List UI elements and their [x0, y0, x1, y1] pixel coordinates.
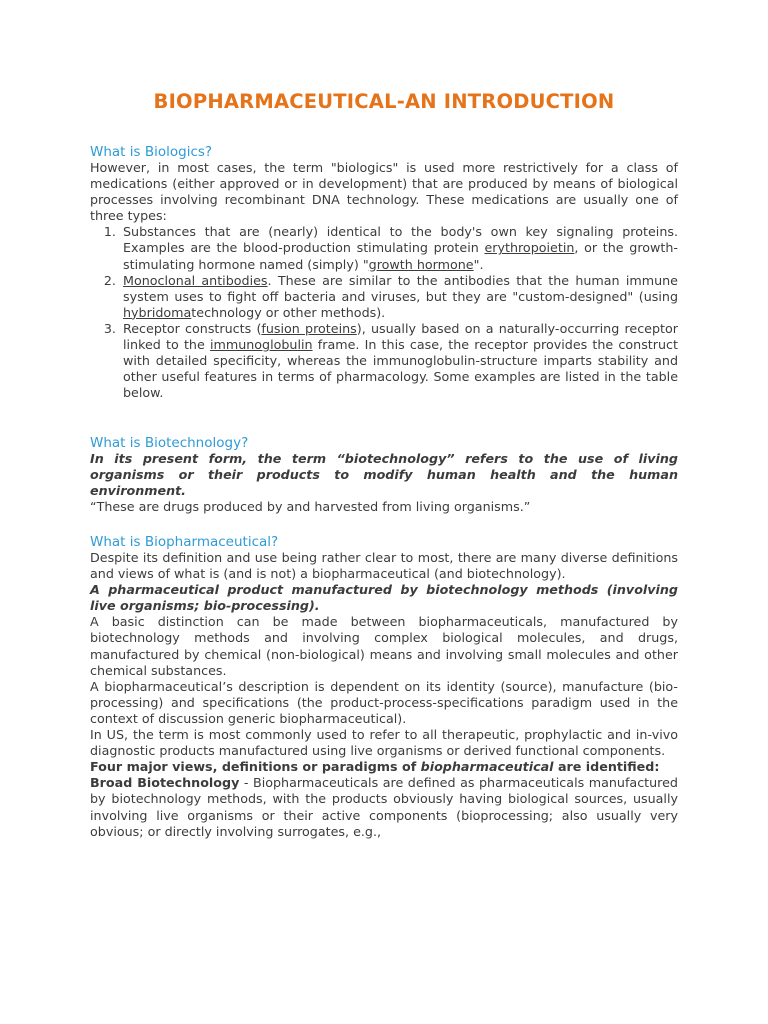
item1-text-c: ".	[473, 256, 484, 272]
biopharma-paragraph-4: A biopharmaceutical’s description is dependent on its identity (source), manufacture (bio-processing) and specifications (the product-process-specifications paradigm used in the context of discussion generic biopharmaceutical).	[90, 678, 678, 726]
link-growth-hormone[interactable]: growth hormone	[368, 256, 474, 272]
biotechnology-definition: In its present form, the term “biotechnology” refers to the use of living organisms or their products to modify human health and the human environment.	[90, 451, 678, 499]
link-fusion-proteins[interactable]: fusion proteins	[261, 320, 357, 336]
link-monoclonal-antibodies[interactable]: Monoclonal antibodies	[123, 272, 268, 288]
link-immunoglobulin[interactable]: immunoglobulin	[209, 337, 313, 353]
biopharma-definition: A pharmaceutical product manufactured by biotechnology methods (involving live organisms; bio-processing).	[90, 582, 678, 614]
item1-text-b: , or the growth-stimulating hormone named (simply) "	[123, 240, 678, 272]
item3-text-c: frame. In this case, the receptor provides the construct with detailed specificity, whereas the immunoglobulin-structure imparts stability and other useful features in terms of pharmacology. Some examples are listed in the table below.	[123, 337, 678, 401]
item1-text-a: Substances that are (nearly) identical to the body's own key signaling proteins. Examples are the blood-production stimulating protein	[123, 224, 678, 256]
p6-bold-a: Four major views, definitions or paradigms of	[90, 759, 421, 775]
item3-text-a: Receptor constructs (	[123, 320, 262, 336]
p7-bold: Broad Biotechnology	[90, 775, 240, 791]
section-biopharmaceutical	[90, 534, 678, 840]
list-item	[120, 273, 678, 321]
p6-italic: biopharmaceutical	[420, 759, 554, 775]
page-title: BIOPHARMACEUTICAL-AN INTRODUCTION	[153, 90, 615, 113]
p7-text: - Biopharmaceuticals are defined as pharmaceuticals manufactured by biotechnology methods, with the products obviously having biological sources, usually involving live organisms or their active components (bioprocessing; also usually very obvious; or directly involving surrogates, e.g.,	[90, 775, 678, 839]
list-item	[120, 224, 678, 272]
biopharma-paragraph-6	[90, 759, 678, 775]
biopharma-paragraph-7	[90, 775, 678, 839]
item2-text-b: technology or other methods).	[191, 304, 386, 320]
biopharma-paragraph-3: A basic distinction can be made between biopharmaceuticals, manufactured by biotechnology methods and involving complex biological molecules, and drugs, manufactured by chemical (non-biological) means and involving small molecules and other chemical substances.	[90, 614, 678, 678]
list-item	[120, 321, 678, 401]
link-hybridoma[interactable]: hybridoma	[123, 304, 192, 320]
item2-text-a: . These are similar to the antibodies that the human immune system uses to fight off bacteria and viruses, but they are "custom-designed" (using	[123, 272, 678, 304]
biologics-intro: However, in most cases, the term "biologics" is used more restrictively for a class of medications (either approved or in development) that are produced by means of biological processes involving recombinant DNA technology. These medications are usually one of three types:	[90, 160, 678, 224]
heading-biopharmaceutical: What is Biopharmaceutical?	[90, 534, 279, 550]
section-biologics	[90, 144, 678, 401]
biopharma-paragraph-5: In US, the term is most commonly used to refer to all therapeutic, prophylactic and in-vivo diagnostic products manufactured using live organisms or derived functional components.	[90, 727, 678, 759]
p6-bold-b: are identified:	[553, 759, 660, 775]
heading-biotechnology: What is Biotechnology?	[90, 435, 249, 451]
link-erythropoietin[interactable]: erythropoietin	[484, 240, 575, 256]
biotechnology-quote: “These are drugs produced by and harvested from living organisms.”	[90, 499, 531, 515]
biologics-types-list	[90, 224, 678, 401]
biopharma-paragraph-1: Despite its definition and use being rather clear to most, there are many diverse definitions and views of what is (and is not) a biopharmaceutical (and biotechnology).	[90, 550, 678, 582]
item3-text-b: ), usually based on a naturally-occurring receptor linked to the	[123, 320, 678, 353]
heading-biologics: What is Biologics?	[90, 144, 213, 160]
section-biotechnology	[90, 435, 678, 515]
